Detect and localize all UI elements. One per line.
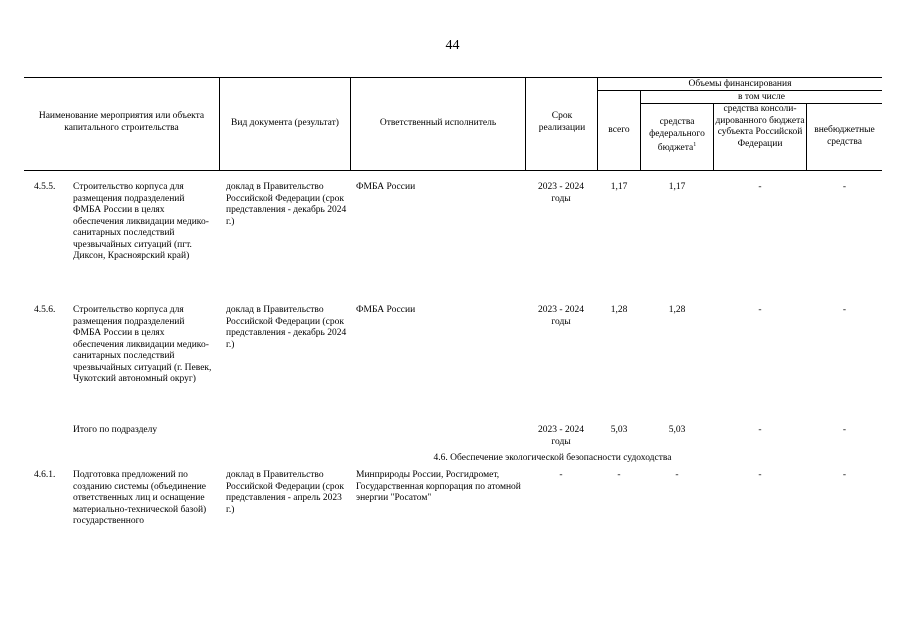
row-resp: ФМБА России [356, 305, 416, 315]
page-number: 44 [445, 38, 460, 53]
subtotal-term: 2023 - 2024 годы [538, 425, 584, 447]
footnote-marker: 1 [693, 142, 697, 148]
header-divider [597, 77, 598, 170]
row-extra: - [842, 182, 847, 192]
header-col-including: в том числе [738, 92, 785, 102]
row-doc: доклад в Правительство Российской Федерации (срок представления - декабрь 2024 г.) [226, 305, 347, 350]
header-col-doc: Вид документа (результат) [231, 118, 339, 128]
row-total: - [617, 470, 621, 480]
row-federal: - [675, 470, 679, 480]
row-term: 2023 - 2024 годы [538, 182, 584, 204]
subtotal-extra: - [842, 425, 847, 435]
header-col-federal-text: средства федерального бюджета [649, 117, 705, 154]
header-col-extra: внебюджетные средства [814, 125, 875, 147]
row-term: - [559, 470, 563, 480]
row-number: 4.5.5. [34, 182, 56, 192]
row-name: Строительство корпуса для размещения подразделений ФМБА России в целях обеспечения ликвидации медико-санитарных последствий чрезвычайных ситуаций (г. Певек, Чукотский автономный округ) [73, 305, 212, 384]
row-number: 4.6.1. [34, 470, 56, 480]
header-col-resp: Ответственный исполнитель [379, 118, 497, 128]
header-col-consolidated: средства консоли-дированного бюджета субъекта Российской Федерации [715, 104, 805, 149]
row-term: 2023 - 2024 годы [538, 305, 584, 327]
header-divider [525, 77, 526, 170]
row-total: 1,28 [610, 305, 628, 315]
subtotal-federal: 5,03 [668, 425, 686, 435]
header-col-term: Срок реализации [538, 111, 586, 133]
row-number: 4.5.6. [34, 305, 56, 315]
row-federal: 1,17 [668, 182, 686, 192]
row-resp: ФМБА России [356, 182, 416, 192]
subtotal-label: Итого по подразделу [73, 425, 158, 435]
row-doc: доклад в Правительство Российской Федерации (срок представления - апрель 2023 г.) [226, 470, 344, 515]
header-bottom-line [24, 170, 882, 171]
row-consolidated: - [758, 305, 762, 315]
row-extra: - [842, 305, 847, 315]
row-federal: 1,28 [668, 305, 686, 315]
row-total: 1,17 [610, 182, 628, 192]
row-name: Строительство корпуса для размещения подразделений ФМБА России в целях обеспечения ликвидации медико-санитарных последствий чрезвычайных ситуаций (пгт. Диксон, Красноярский край) [73, 182, 209, 261]
row-extra: - [842, 470, 847, 480]
row-consolidated: - [758, 470, 762, 480]
header-col-funding: Объемы финансирования [688, 79, 792, 89]
row-resp: Минприроды России, Росгидромет, Государственная корпорация по атомной энергии "Росатом" [356, 470, 521, 503]
header-col-name: Наименование мероприятия или объекта капитального строительства [38, 111, 205, 133]
header-top-line [24, 77, 882, 78]
row-consolidated: - [758, 182, 762, 192]
header-col-federal [641, 117, 713, 155]
row-name: Подготовка предложений по созданию системы (объединение ответственных лиц и оснащение материально-технической базой) государственного [73, 470, 207, 526]
subtotal-consolidated: - [758, 425, 762, 435]
section-title: 4.6. Обеспечение экологической безопасности судоходства [433, 453, 672, 463]
subtotal-total: 5,03 [610, 425, 628, 435]
row-doc: доклад в Правительство Российской Федерации (срок представления - декабрь 2024 г.) [226, 182, 347, 227]
header-col-total: всего [608, 125, 630, 135]
